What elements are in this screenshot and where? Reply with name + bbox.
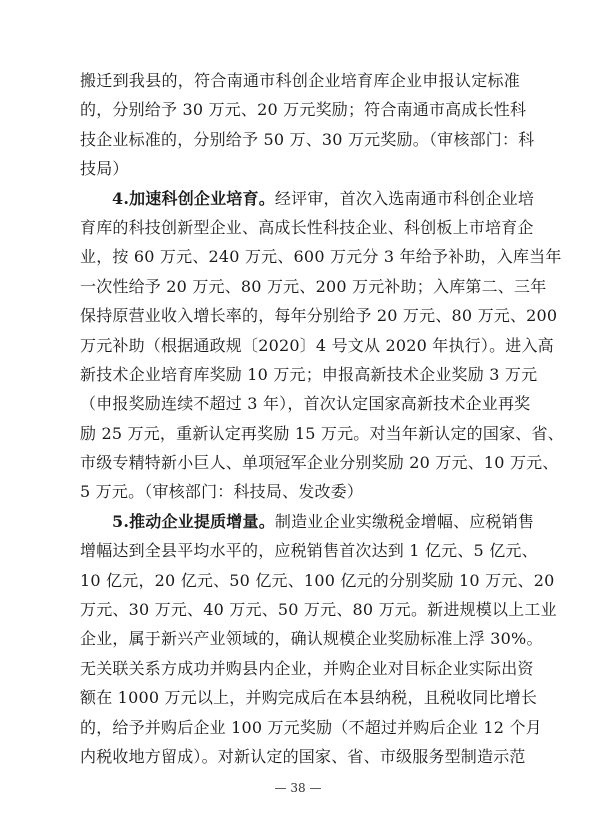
paragraph-line: 的，给予并购后企业 100 万元奖励（不超过并购后企业 12 个月: [80, 717, 542, 737]
paragraph-line: 企业，属于新兴产业领域的，确认规模企业奖励标准上浮 30%。: [80, 629, 543, 649]
paragraph-line: 新技术企业培育库奖励 10 万元；申报高新技术企业奖励 3 万元: [80, 364, 538, 384]
paragraph-text: 经评审，首次入选南通市科创企业培: [274, 188, 535, 208]
paragraph-line: 一次性给予 20 万元、80 万元、200 万元补助；入库第二、三年: [80, 276, 547, 296]
paragraph-line: 的，分别给予 30 万元、20 万元奖励；符合南通市高成长性科: [80, 100, 527, 120]
paragraph-first-line: [80, 507, 535, 536]
paragraph-text: 制造业企业实缴税金增幅、应税销售: [274, 511, 535, 531]
section-heading: 4.加速科创企业培育。: [112, 188, 275, 208]
paragraph-line: 万元、30 万元、40 万元、50 万元、80 万元。新进规模以上工业: [80, 600, 557, 620]
paragraph-line: 无关联关系方成功并购县内企业，并购企业对目标企业实际出资: [80, 658, 534, 678]
paragraph-line: 保持原营业收入增长率的，每年分别给予 20 万元、80 万元、200: [80, 306, 558, 326]
paragraph-line: 技企业标准的，分别给予 50 万、30 万元奖励。（审核部门：科: [80, 129, 535, 149]
paragraph-line: 万元补助（根据通政规〔2020〕4 号文从 2020 年执行）。进入高: [80, 335, 554, 355]
paragraph-line: 育库的科技创新型企业、高成长性科技企业、科创板上市培育企: [80, 217, 534, 237]
body-text: [80, 66, 564, 771]
page-number: — 38 —: [274, 781, 322, 795]
paragraph-line: 励 25 万元，重新认定再奖励 15 万元。对当年新认定的国家、省、: [80, 423, 564, 443]
paragraph-line: 业，按 60 万元、240 万元、600 万元分 3 年给予补助，入库当年: [80, 247, 562, 267]
paragraph-line: 搬迁到我县的，符合南通市科创企业培育库企业申报认定标准: [80, 71, 520, 90]
section-heading: 5.推动企业提质增量。: [112, 511, 275, 531]
paragraph-line: 技局）: [80, 159, 129, 179]
paragraph-first-line: [80, 184, 535, 213]
paragraph-line: 增幅达到全县平均水平的，应税销售首次达到 1 亿元、5 亿元、: [80, 541, 538, 561]
paragraph-line: 内税收地方留成）。对新认定的国家、省、市级服务型制造示范: [80, 746, 526, 766]
paragraph-line: 10 亿元，20 亿元、50 亿元、100 亿元的分别奖励 10 万元、20: [80, 570, 555, 590]
paragraph-line: （申报奖励连续不超过 3 年），首次认定国家高新技术企业再奖: [80, 394, 531, 414]
paragraph-line: 市级专精特新小巨人、单项冠军企业分别奖励 20 万元、10 万元、: [80, 453, 559, 473]
paragraph-line: 额在 1000 万元以上，并购完成后在本县纳税，且税收同比增长: [80, 688, 538, 708]
paragraph-line: 5 万元。（审核部门：科技局、发改委）: [80, 482, 364, 502]
